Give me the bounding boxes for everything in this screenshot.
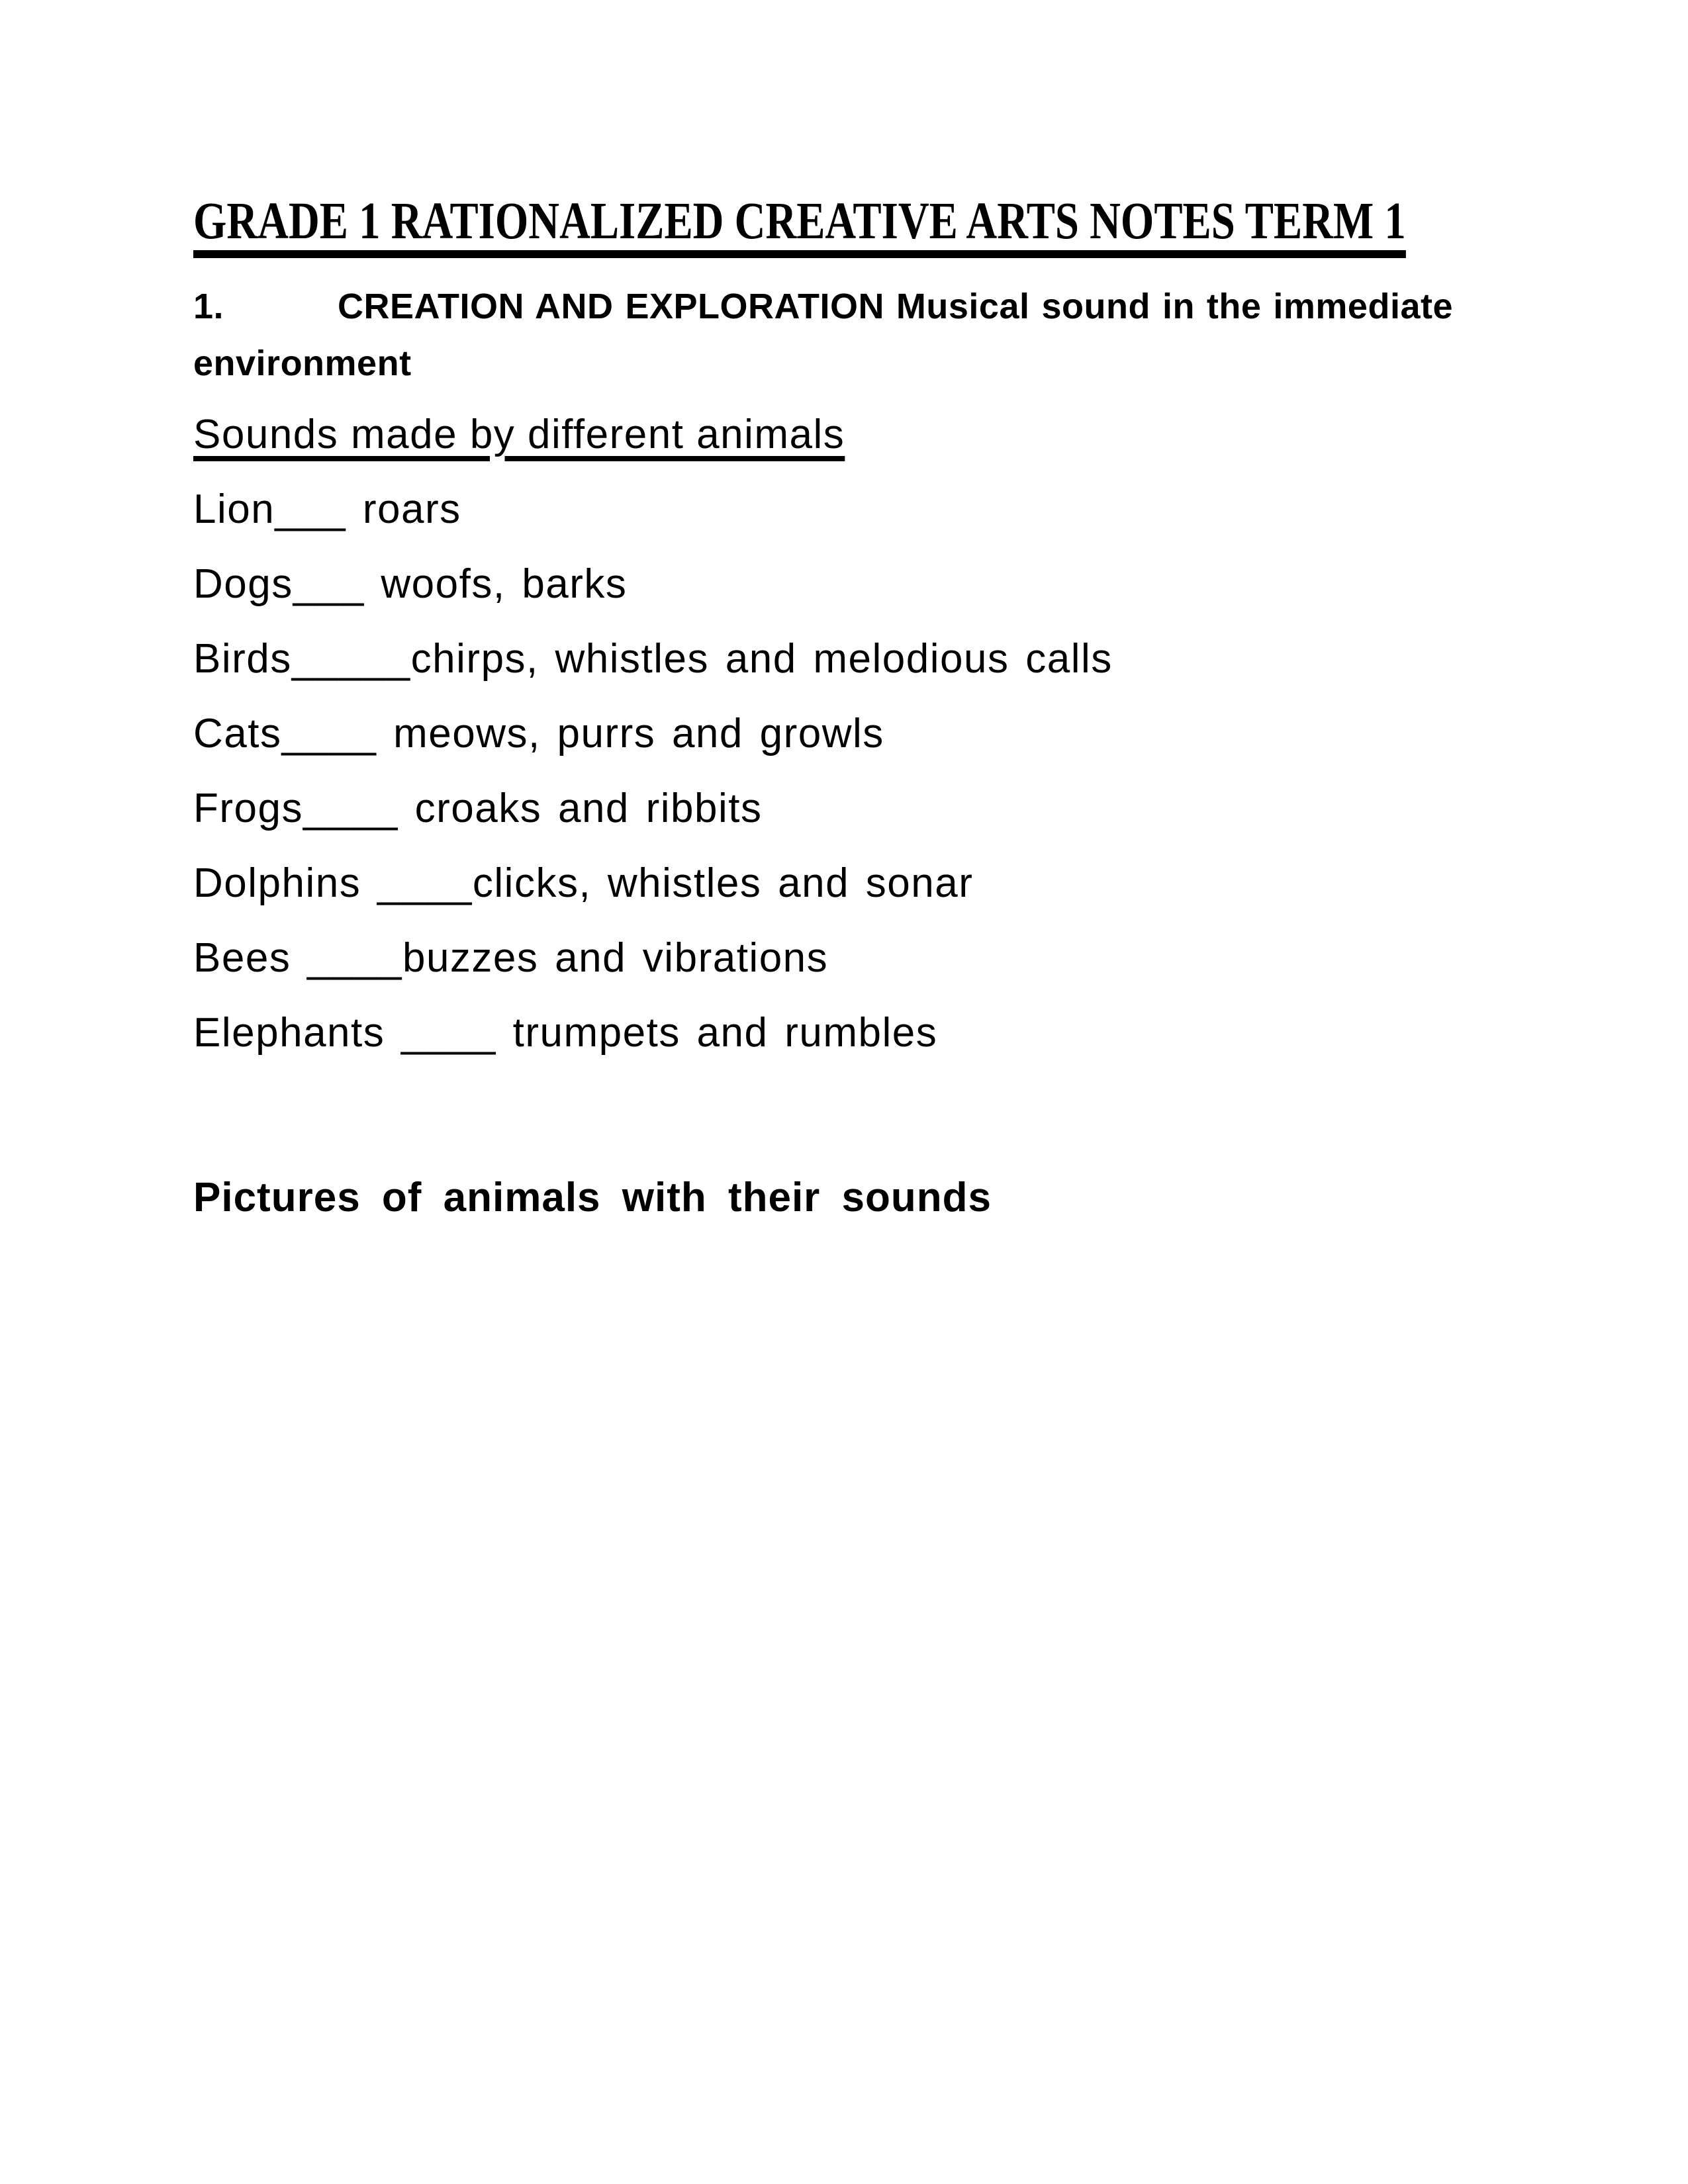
animal-sound-item-frogs: Frogs____ croaks and ribbits [193, 786, 763, 831]
animal-sound-item-cats: Cats____ meows, purrs and growls [193, 711, 884, 756]
animal-sound-item-elephants: Elephants ____ trumpets and rumbles [193, 1010, 938, 1056]
section-heading [193, 278, 1453, 392]
subtitle-row [193, 397, 1453, 472]
animal-sound-item-lion: Lion___ roars [193, 486, 461, 532]
animal-sound-item-dogs: Dogs___ woofs, barks [193, 561, 628, 607]
section-heading-line2: environment [193, 343, 412, 383]
animal-sound-item-bees: Bees ____buzzes and vibrations [193, 935, 829, 981]
animal-sound-item-birds: Birds_____chirps, whistles and melodious calls [193, 636, 1113, 682]
title-row [193, 193, 1453, 259]
pictures-heading: Pictures of animals with their sounds [193, 1175, 992, 1220]
section-heading-line1 [193, 278, 1453, 335]
section-heading-text: CREATION AND EXPLORATION Musical sound in the immediate [338, 287, 1453, 326]
subtitle: Sounds made by different animals [193, 412, 845, 457]
section-number: 1. [193, 287, 224, 326]
page-title: GRADE 1 RATIONALIZED CREATIVE ARTS NOTES TERM 1 [193, 199, 1406, 258]
animal-sound-item-dolphins: Dolphins ____clicks, whistles and sonar [193, 860, 974, 906]
